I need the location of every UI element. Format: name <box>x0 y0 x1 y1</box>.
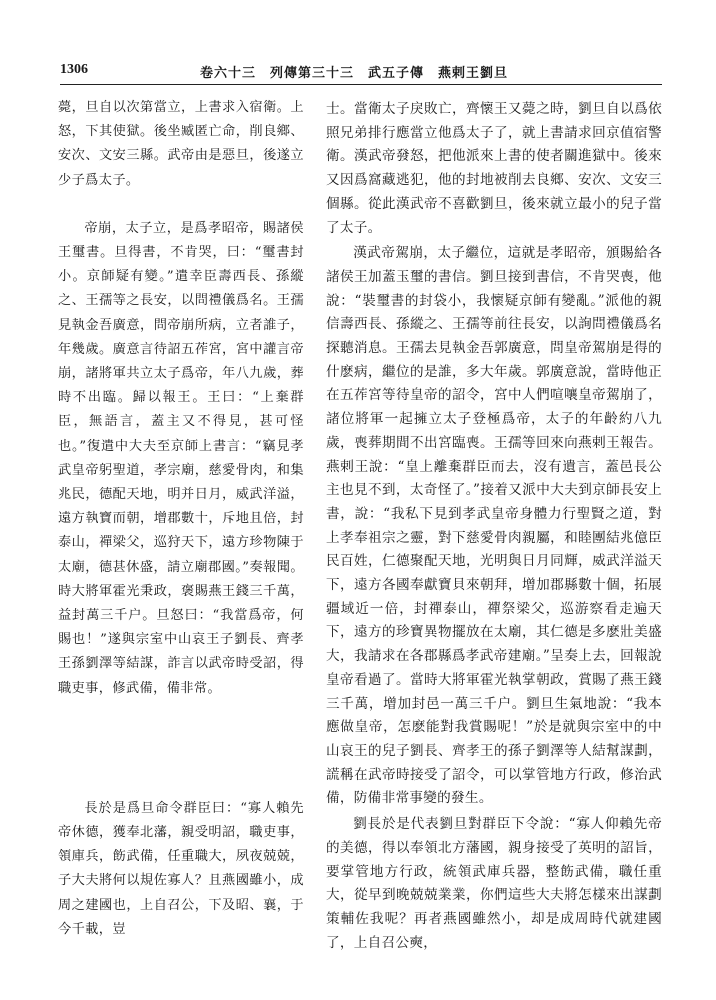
classical-paragraph-2: 帝崩，太子立，是爲孝昭帝，賜諸侯王璽書。旦得書，不肯哭，曰：“璽書封小。京師疑有變。”遣幸臣壽西長、孫縱之、王孺等之長安，以問禮儀爲名。王孺見執金吾廣意，問帝崩所病，立者誰子，年幾歲。廣意言待詔五莋宮，宮中讙言帝崩，諸將軍共立太子爲帝，年八九歲，葬時不出臨。歸以報王。王曰：“上棄群臣，無語言，蓋主又不得見，甚可怪也。”復遣中大夫至京師上書言：“竊見孝武皇帝躬聖道，孝宗廟，慈愛骨肉，和集兆民，德配天地，明并日月，威武洋溢，遠方執寶而朝，增郡數十，斥地且倍，封泰山，禪梁父，巡狩天下，遠方珍物陳于太廟，德甚休盛，請立廟郡國。”奏報聞。時大將軍霍光秉政，褒賜燕王錢三千萬，益封萬三千户。旦怒曰：“我當爲帝，何賜也！”遂與宗室中山哀王子劉長、齊孝王孫劉澤等結謀，詐言以武帝時受詔，得職吏事，修武備，備非常。 <box>58 220 304 696</box>
classical-text-column <box>58 96 304 942</box>
translation-paragraph-2: 漢武帝駕崩，太子繼位，這就是孝昭帝，頒賜給各諸侯王加蓋玉璽的書信。劉旦接到書信，不肯哭喪，他說：“裝璽書的封袋小，我懷疑京師有變亂。”派他的親信壽西長、孫縱之、王孺等前往長安，以詢問禮儀爲名探聽消息。王孺去見執金吾郭廣意，問皇帝駕崩是得的什麽病，繼位的是誰，多大年歲。郭廣意說，當時他正在五莋宮等待皇帝的詔令，宮中人們喧嚷皇帝駕崩了，諸位將軍一起擁立太子登極爲帝，太子的年齡約八九歲，喪葬期間不出宮臨喪。王孺等回來向燕剌王報告。燕剌王說：“皇上離棄群臣而去，沒有遺言，蓋邑長公主也見不到，太奇怪了。”接着又派中大夫到京師長安上書，說：“我私下見到孝武皇帝身體力行聖賢之道，對上孝奉祖宗之靈，對下慈愛骨肉親屬，和睦團結兆億臣民百姓，仁德聚配天地，光明與日月同輝，威武洋溢天下，遠方各國奉獻寶貝來朝拜，增加郡縣數十個，拓展疆域近一倍，封禪泰山，禪祭梁父，巡游察看走遍天下，遠方的珍寶異物擺放在太廟，其仁德是多麽壯美盛大，我請求在各郡縣爲孝武帝建廟。”呈奏上去，回報說皇帝看過了。當時大將軍霍光執掌朝政，賞賜了燕王錢三千萬，增加封邑一萬三千户。劉旦生氣地說：“我本應做皇帝，怎麽能對我賞賜呢！”於是就與宗室中的中山哀王的兒子劉長、齊孝王的孫子劉澤等人結幫謀劃，謊稱在武帝時接受了詔令，可以掌管地方行政，修治武備，防備非常事變的發生。 <box>326 245 662 807</box>
classical-paragraph-3: 長於是爲旦命令群臣曰：“寡人賴先帝休德，獲奉北藩，親受明詔，職吏事，領庫兵，飭武備，任重職大，夙夜兢兢，子大夫將何以規佐寡人？且燕國雖小，成周之建國也，上自召公，下及昭、襄，于今千載，豈 <box>58 800 304 937</box>
translation-column <box>326 98 662 955</box>
translation-paragraph-3: 劉長於是代表劉旦對群臣下令說：“寡人仰賴先帝的美德，得以奉領北方藩國，親身接受了英明的詔旨，要掌管地方行政，統領武庫兵器，整飭武備，職任重大，從早到晚兢兢業業，你們這些大夫將怎樣來出謀劃策輔佐我呢？再者燕國雖然小，却是成周時代就建國了，上自召公奭， <box>326 816 662 951</box>
classical-paragraph-1: 薨，旦自以次第當立，上書求入宿衛。上怒，下其使獄。後坐臧匿亡命，削良鄉、安次、文安三縣。武帝由是惡旦，後遂立少子爲太子。 <box>58 100 304 188</box>
header-rule <box>60 84 662 85</box>
running-title: 卷六十三 列傳第三十三 武五子傳 燕剌王劉旦 <box>200 66 509 81</box>
page-header <box>60 58 660 84</box>
translation-paragraph-1: 士。當衛太子戾敗亡，齊懷王又薨之時，劉旦自以爲依照兄弟排行應當立他爲太子了，就上書請求回京值宿警衛。漢武帝發怒，把他派來上書的使者關進獄中。後來又因爲窩藏逃犯，他的封地被削去良鄉、安次、文安三個縣。從此漢武帝不喜歡劉旦，後來就立最小的兒子當了太子。 <box>326 101 662 236</box>
page-number: 1306 <box>60 62 88 77</box>
